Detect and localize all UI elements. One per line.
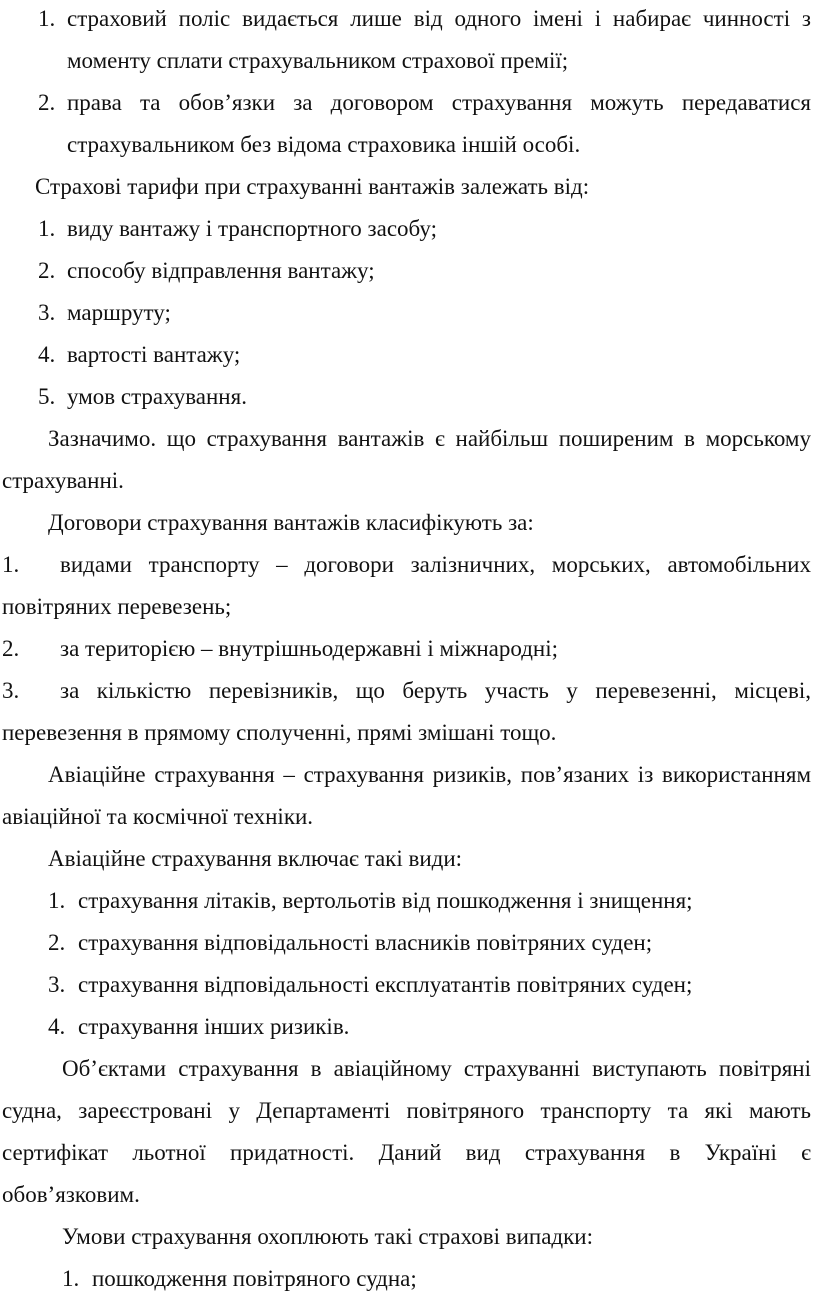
- paragraph-line: перевезення в прямому сполученні, прямі змішані тощо.: [2, 720, 557, 745]
- list-item: виду вантажу і транспортного засобу;: [67, 216, 437, 241]
- paragraph-line: страхуванні.: [2, 468, 124, 493]
- list-item: пошкодження повітряного судна;: [92, 1266, 417, 1291]
- list-item: вартості вантажу;: [67, 342, 241, 367]
- paragraph-line: Об’єктами страхування в авіаційному страхуванні виступають повітряні: [62, 1056, 811, 1081]
- paragraph-intro: Договори страхування вантажів класифікують за:: [48, 510, 534, 535]
- list-number: 1.: [2, 552, 20, 577]
- paragraph-line: за кількістю перевізників, що беруть участь у перевезенні, місцеві,: [60, 678, 811, 703]
- list-number: 1.: [38, 216, 56, 241]
- list-number: 3.: [48, 972, 66, 997]
- list-number: 2.: [2, 636, 20, 661]
- paragraph-line: судна, зареєстровані у Департаменті повітряного транспорту та які мають: [2, 1098, 811, 1123]
- list-item: страхування відповідальності власників повітряних суден;: [78, 930, 653, 955]
- list-number: 1.: [48, 888, 66, 913]
- list-number: 3.: [38, 300, 56, 325]
- paragraph-line: видами транспорту – договори залізничних, морських, автомобільних: [60, 552, 811, 577]
- list-number: 4.: [48, 1014, 66, 1039]
- list-number: 1.: [38, 6, 56, 31]
- list-item: страхування відповідальності експлуатантів повітряних суден;: [78, 972, 693, 997]
- paragraph-line: Авіаційне страхування – страхування ризиків, пов’язаних із використанням: [48, 762, 811, 787]
- list-item: страхування інших ризиків.: [78, 1014, 350, 1039]
- paragraph-line: за територією – внутрішньодержавні і міжнародні;: [60, 636, 558, 661]
- list-item: маршруту;: [67, 300, 171, 325]
- list-number: 2.: [38, 90, 56, 115]
- paragraph-line: авіаційної та космічної техніки.: [2, 804, 314, 829]
- list-number: 5.: [38, 384, 56, 409]
- list-number: 1.: [62, 1266, 80, 1291]
- list-item: умов страхування.: [67, 384, 247, 409]
- list-number: 3.: [2, 678, 20, 703]
- list-number: 2.: [38, 258, 56, 283]
- paragraph-line: страхувальником без відома страховика іншій особі.: [67, 132, 581, 157]
- paragraph-line: сертифікат льотної придатності. Даний вид страхування в Україні є: [2, 1140, 811, 1165]
- paragraph-intro: Умови страхування охоплюють такі страхові випадки:: [62, 1224, 593, 1249]
- list-number: 4.: [38, 342, 56, 367]
- paragraph-line: моменту сплати страхувальником страхової премії;: [67, 48, 569, 73]
- paragraph-line: права та обов’язки за договором страхування можуть передаватися: [67, 90, 811, 115]
- paragraph-intro: Авіаційне страхування включає такі види:: [48, 846, 463, 871]
- list-item: способу відправлення вантажу;: [67, 258, 375, 283]
- list-item: страхування літаків, вертольотів від пошкодження і знищення;: [78, 888, 693, 913]
- paragraph-intro: Страхові тарифи при страхуванні вантажів залежать від:: [35, 174, 590, 199]
- paragraph-line: повітряних перевезень;: [2, 594, 232, 619]
- paragraph-line: страховий поліс видається лише від одного імені і набирає чинності з: [67, 6, 811, 31]
- paragraph-line: Зазначимо. що страхування вантажів є найбільш поширеним в морському: [48, 426, 811, 451]
- list-number: 2.: [48, 930, 66, 955]
- paragraph-line: обов’язковим.: [2, 1182, 140, 1207]
